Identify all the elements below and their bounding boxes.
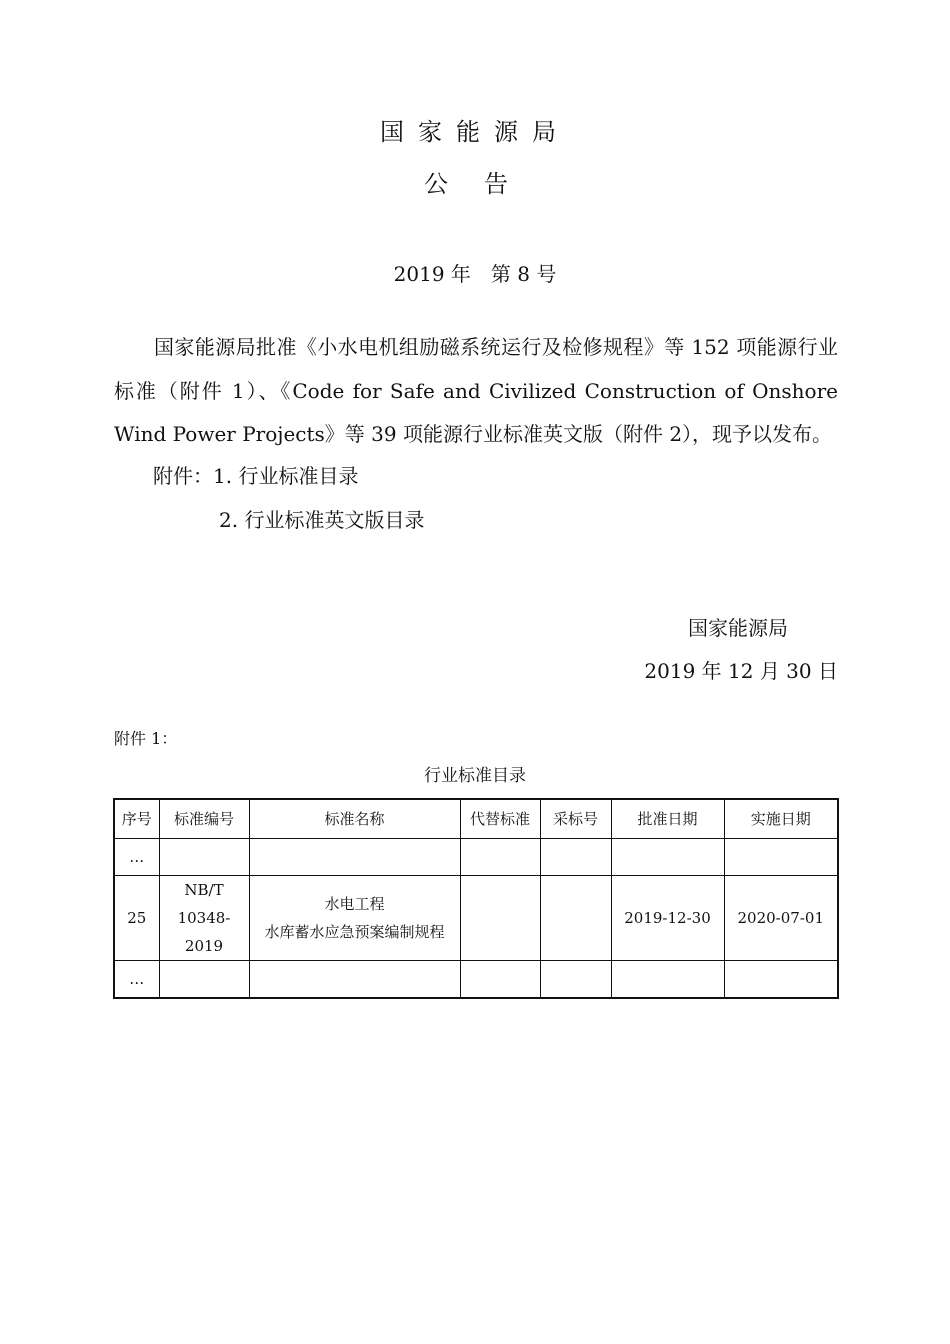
replaces-cell — [460, 876, 540, 961]
code-cell — [159, 876, 249, 961]
code-cell — [159, 839, 249, 876]
signature-date: 2019 年 12 月 30 日 — [644, 659, 838, 683]
issuing-org-title: 国家能源局 — [380, 118, 570, 146]
column-header: 批准日期 — [611, 799, 724, 839]
column-header: 序号 — [114, 799, 159, 839]
annex-title: 行业标准目录 — [424, 766, 526, 786]
approved-cell: 2019-12-30 — [611, 876, 724, 961]
adopted-cell — [540, 961, 611, 999]
column-header: 标准名称 — [249, 799, 460, 839]
column-header: 标准编号 — [159, 799, 249, 839]
name-line-2: 水库蓄水应急预案编制规程 — [264, 923, 445, 941]
seq-cell: … — [114, 961, 159, 999]
code-line-1: NB/T — [184, 881, 224, 899]
name-cell — [249, 961, 460, 999]
effective-cell — [724, 839, 838, 876]
replaces-cell — [460, 961, 540, 999]
seq-cell: 25 — [114, 876, 159, 961]
table-row — [114, 839, 838, 876]
name-line-1: 水电工程 — [324, 895, 385, 913]
annex-label: 附件 1： — [114, 729, 178, 748]
column-header: 实施日期 — [724, 799, 838, 839]
column-header: 代替标准 — [460, 799, 540, 839]
seq-cell: … — [114, 839, 159, 876]
announcement-paragraph: 国家能源局批准《小水电机组励磁系统运行及检修规程》等 152 项能源行业标准（附件 1）、《Code for Safe and Civilized Construction of Onshore Wind Power Projects》等 39 项能源行业标准英文版（附件 2），现予以发布。 — [114, 335, 838, 446]
announcement-body — [114, 326, 838, 457]
issue-number: 2019 年 第 8 号 — [393, 262, 557, 286]
signature-org: 国家能源局 — [688, 616, 788, 640]
replaces-cell — [460, 839, 540, 876]
name-cell — [249, 839, 460, 876]
table-row — [114, 961, 838, 999]
adopted-cell — [540, 839, 611, 876]
effective-cell — [724, 961, 838, 999]
adopted-cell — [540, 876, 611, 961]
table-row — [114, 876, 838, 961]
attachment-2-line: 2. 行业标准英文版目录 — [219, 508, 425, 532]
attachment-1-line: 附件：1. 行业标准目录 — [153, 464, 359, 488]
code-cell — [159, 961, 249, 999]
approved-cell — [611, 839, 724, 876]
table-header-row — [114, 799, 838, 839]
notice-title: 公告 — [424, 170, 544, 198]
name-cell — [249, 876, 460, 961]
effective-cell: 2020-07-01 — [724, 876, 838, 961]
column-header: 采标号 — [540, 799, 611, 839]
approved-cell — [611, 961, 724, 999]
code-line-2: 10348-2019 — [177, 909, 231, 955]
standards-table — [113, 798, 839, 999]
